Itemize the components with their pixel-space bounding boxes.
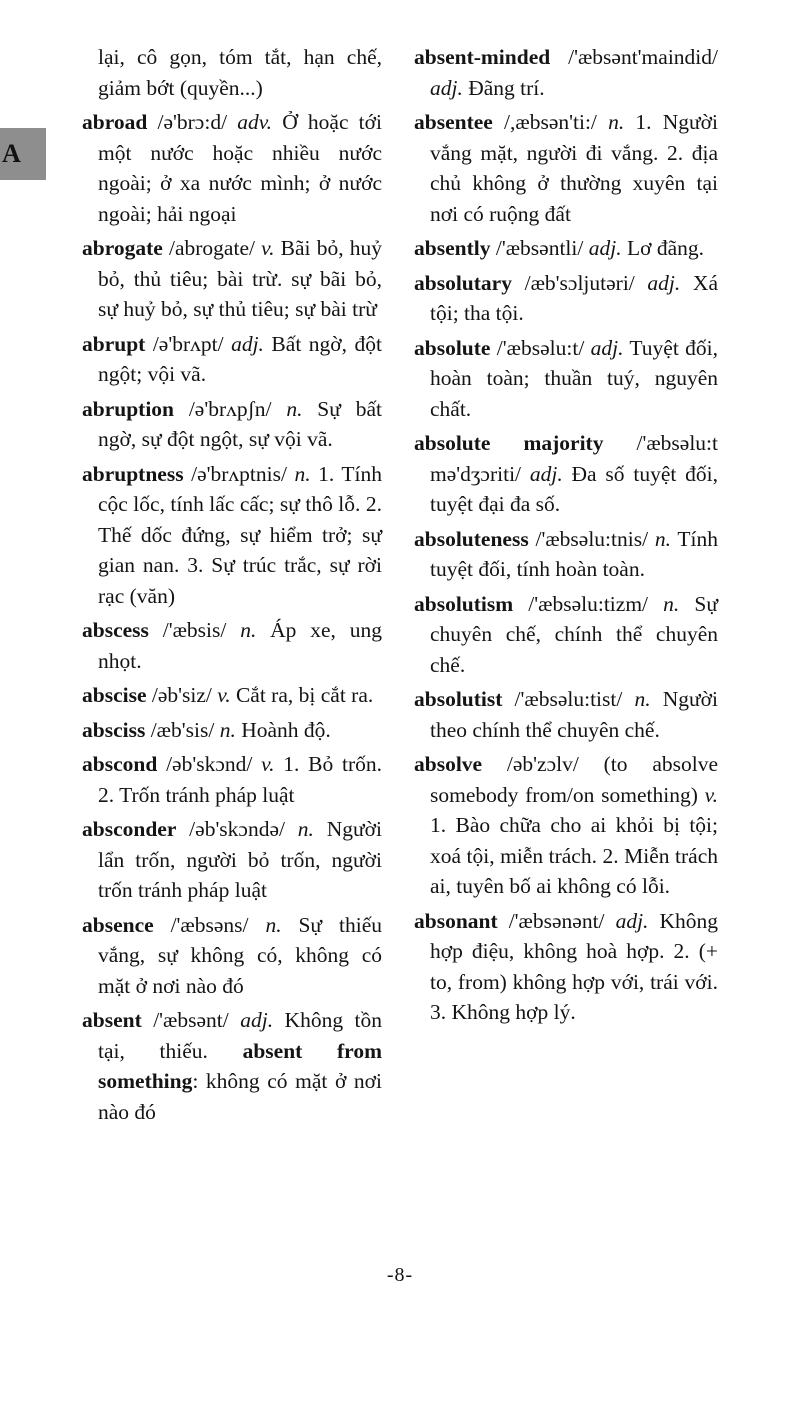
dictionary-entry — [414, 524, 718, 585]
headword: absent-minded — [414, 45, 551, 69]
dictionary-entry — [414, 268, 718, 329]
definition: Không tồn tại, thiếu. — [98, 1008, 383, 1063]
definition: Người theo chính thể chuyên chế. — [430, 687, 718, 742]
pronunciation: /,æbsən'ti:/ — [492, 110, 609, 134]
dictionary-entry — [82, 615, 382, 676]
dictionary-entry — [82, 715, 382, 746]
dictionary-entry — [414, 906, 718, 1028]
dictionary-entry — [414, 684, 718, 745]
part-of-speech: adj. — [615, 908, 649, 933]
part-of-speech: n. — [286, 396, 303, 421]
dictionary-entry — [414, 749, 718, 902]
definition: Cắt ra, bị cắt ra. — [230, 683, 374, 707]
definition: Đa số tuyệt đối, tuyệt đại đa số. — [430, 461, 719, 516]
headword: absentee — [414, 110, 493, 134]
pronunciation: /'æbsənt/ — [141, 1008, 241, 1032]
headword: absoluteness — [414, 526, 529, 551]
definition: Tuyệt đối, hoàn toàn; thuần tuý, nguyên chất. — [430, 335, 718, 421]
definition: Người lẩn trốn, người bỏ trốn, người trốn tránh pháp luật — [98, 817, 382, 902]
alphabet-thumb-tab: A — [0, 128, 46, 180]
part-of-speech: n. — [654, 526, 671, 551]
pronunciation: /əb'skɔndə/ — [176, 817, 298, 841]
pronunciation: /əb'skɔnd/ — [157, 752, 262, 776]
part-of-speech: adj. — [590, 335, 624, 360]
dictionary-entry — [82, 749, 382, 810]
dictionary-entry — [82, 42, 382, 103]
dictionary-entry — [82, 233, 382, 325]
part-of-speech: n. — [608, 110, 625, 134]
part-of-speech: n. — [240, 618, 257, 642]
part-of-speech: adj. — [430, 75, 463, 100]
part-of-speech: n. — [265, 912, 282, 937]
part-of-speech: v. — [261, 752, 275, 776]
headword: absolve — [414, 752, 483, 776]
sub-definition: : không có mặt ở nơi nào đó — [98, 1069, 382, 1124]
headword: absolutist — [414, 687, 503, 711]
dictionary-entry — [82, 814, 382, 906]
headword: absolute — [414, 335, 491, 360]
pronunciation: /'æbsəns/ — [153, 912, 266, 937]
part-of-speech: adj. — [647, 270, 681, 295]
definition: Sự thiếu vắng, sự không có, không có mặt ở nơi nào đó — [98, 912, 382, 998]
headword: abscess — [82, 618, 149, 642]
right-column — [414, 42, 718, 1032]
dictionary-entry — [414, 333, 718, 425]
pronunciation: /'æbsənt'maindid/ — [550, 45, 718, 69]
definition: 1. Bỏ trốn. 2. Trốn tránh pháp luật — [98, 752, 382, 807]
pronunciation: /ə'brʌptnis/ — [183, 461, 295, 486]
headword: abroad — [82, 110, 148, 134]
dictionary-entry — [414, 589, 718, 681]
part-of-speech: adj. — [240, 1008, 274, 1032]
pronunciation: /əb'zɔlv/ (to absolve somebody from/on something) — [430, 752, 718, 807]
dictionary-entry — [82, 1005, 382, 1127]
headword: abruption — [82, 396, 175, 421]
headword: absciss — [82, 717, 146, 742]
pronunciation: /'æbsəlu:tizm/ — [513, 591, 664, 616]
part-of-speech: n. — [297, 817, 314, 841]
definition: Xá tội; tha tội. — [430, 270, 718, 325]
definition: Tính tuyệt đối, tính hoàn toàn. — [430, 526, 718, 581]
page-number: -8- — [386, 1264, 414, 1286]
definition: Bất ngờ, đột ngột; vội vã. — [98, 331, 383, 386]
definition: Ở hoặc tới một nước hoặc nhiều nước ngoài; ở xa nước mình; ở nước ngoài; hải ngoại — [98, 110, 382, 226]
part-of-speech: adj. — [231, 331, 264, 356]
headword: absolute majority — [414, 431, 604, 455]
part-of-speech: n. — [663, 591, 680, 616]
headword: absolutism — [414, 591, 514, 616]
pronunciation: /əb'siz/ — [146, 683, 218, 707]
pronunciation: /'æbsənənt/ — [497, 908, 616, 933]
pronunciation: /æb'sis/ — [145, 717, 220, 742]
definition: Hoành độ. — [235, 717, 331, 742]
headword: absconder — [82, 817, 177, 841]
dictionary-entry — [414, 107, 718, 229]
pronunciation: /'æbsis/ — [148, 618, 241, 642]
part-of-speech: adv. — [237, 110, 273, 134]
definition: Sự bất ngờ, sự đột ngột, sự vội vã. — [98, 396, 382, 451]
definition: Áp xe, ung nhọt. — [98, 618, 382, 673]
headword: abrogate — [82, 236, 163, 260]
definition: Lơ đãng. — [621, 236, 704, 260]
part-of-speech: n. — [634, 687, 651, 711]
pronunciation: /ə'brʌpt/ — [145, 331, 232, 356]
left-column — [82, 42, 382, 1131]
definition: Không hợp điệu, không hoà hợp. 2. (+ to, from) không hợp với, trái với. 3. Không hợp lý. — [430, 908, 719, 1024]
dictionary-entry — [414, 428, 718, 520]
headword: abrupt — [82, 331, 146, 356]
pronunciation: /'æbsəlu:t mə'dʒɔriti/ — [430, 431, 718, 486]
pronunciation: /abrogate/ — [162, 236, 262, 260]
dictionary-entry — [414, 233, 718, 264]
part-of-speech: n. — [219, 717, 236, 742]
pronunciation: /'æbsəlu:tnis/ — [528, 526, 655, 551]
headword: abscise — [82, 683, 147, 707]
part-of-speech: adj. — [529, 461, 563, 486]
pronunciation: /ə'brɔ:d/ — [147, 110, 238, 134]
dictionary-entry — [82, 459, 382, 612]
dictionary-entry — [82, 680, 382, 711]
definition: Sự chuyên chế, chính thể chuyên chế. — [430, 591, 718, 677]
dictionary-entry — [414, 42, 718, 103]
part-of-speech: v. — [217, 683, 231, 707]
definition: Đãng trí. — [462, 75, 545, 100]
definition: 1. Tính cộc lốc, tính lấc cấc; sự thô lỗ. 2. Thế dốc đứng, sự hiểm trở; sự gian nan. 3. Sự trúc trắc, sự rời rạc (văn) — [98, 461, 382, 608]
headword: absently — [414, 236, 491, 260]
pronunciation: /æb'sɔljutəri/ — [511, 270, 648, 295]
headword: absent — [82, 1008, 142, 1032]
headword: abscond — [82, 752, 158, 776]
dictionary-entry — [82, 329, 382, 390]
pronunciation: /'æbsəntli/ — [490, 236, 589, 260]
definition: 1. Người vắng mặt, người đi vắng. 2. địa chủ không ở thường xuyên tại nơi có ruộng đất — [430, 110, 718, 226]
dictionary-entry — [82, 394, 382, 455]
dictionary-entry — [82, 107, 382, 229]
headword: absolutary — [414, 270, 512, 295]
pronunciation: /'æbsəlu:tist/ — [502, 687, 635, 711]
definition: 1. Bào chữa cho ai khỏi bị tội; xoá tội, miễn trách. 2. Miễn trách ai, tuyên bố ai không có lỗi. — [430, 813, 718, 898]
part-of-speech: v. — [261, 236, 275, 260]
headword: absence — [82, 912, 154, 937]
dictionary-entry — [82, 910, 382, 1002]
sub-headword: absent from something — [98, 1038, 382, 1093]
pronunciation: /'æbsəlu:t/ — [490, 335, 591, 360]
definition: lại, cô gọn, tóm tắt, hạn chế, giảm bớt (quyền...) — [98, 45, 382, 100]
part-of-speech: n. — [294, 461, 311, 486]
headword: absonant — [414, 908, 498, 933]
pronunciation: /ə'brʌpʃn/ — [174, 396, 287, 421]
part-of-speech: v. — [704, 782, 718, 807]
part-of-speech: adj. — [588, 236, 622, 260]
definition: Bãi bỏ, huỷ bỏ, thủ tiêu; bài trừ. sự bãi bỏ, sự huỷ bỏ, sự thủ tiêu; sự bài trừ — [98, 236, 383, 321]
headword: abruptness — [82, 461, 184, 486]
